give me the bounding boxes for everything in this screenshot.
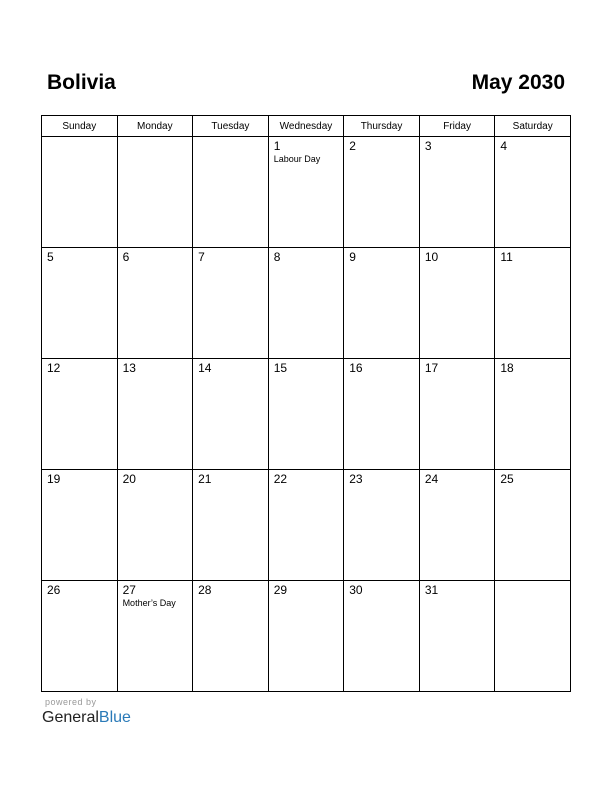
calendar-day-cell — [344, 248, 420, 359]
day-number: 8 — [273, 250, 281, 264]
day-number: 17 — [424, 361, 439, 375]
day-number: 16 — [349, 361, 363, 375]
holiday-label: Labour Day — [273, 154, 321, 164]
weekday-header-saturday: Saturday — [495, 116, 571, 137]
weekday-header-row — [42, 116, 571, 137]
day-number: 24 — [424, 472, 439, 486]
day-number: 18 — [500, 361, 514, 375]
calendar-day-cell — [419, 470, 495, 581]
calendar-day-cell — [268, 581, 344, 692]
calendar-day-cell — [495, 137, 571, 248]
calendar-day-cell — [42, 470, 118, 581]
day-number: 22 — [273, 472, 288, 486]
weekday-header-friday: Friday — [419, 116, 495, 137]
calendar-grid — [41, 115, 571, 692]
calendar-day-cell — [193, 581, 269, 692]
calendar-day-cell — [42, 137, 118, 248]
logo-blue-text: Blue — [98, 709, 131, 726]
generalblue-logo — [42, 709, 131, 727]
day-number: 1 — [273, 139, 281, 153]
day-number: 29 — [273, 583, 288, 597]
day-number: 21 — [198, 472, 212, 486]
day-number: 26 — [47, 583, 61, 597]
calendar-day-cell — [268, 470, 344, 581]
day-number: 12 — [47, 361, 61, 375]
calendar-day-cell — [117, 137, 193, 248]
weekday-header-tuesday: Tuesday — [193, 116, 269, 137]
weekday-header-wednesday: Wednesday — [268, 116, 344, 137]
day-number: 2 — [349, 139, 356, 153]
calendar-day-cell — [344, 359, 420, 470]
calendar-day-cell — [419, 581, 495, 692]
day-number: 31 — [424, 583, 439, 597]
calendar-day-cell — [268, 359, 344, 470]
calendar-day-cell — [344, 137, 420, 248]
calendar-day-cell — [117, 470, 193, 581]
logo-general-text: General — [42, 709, 99, 726]
day-number: 3 — [424, 139, 432, 153]
calendar-week-row — [42, 359, 571, 470]
day-number: 15 — [273, 361, 288, 375]
calendar-day-cell — [268, 137, 344, 248]
calendar-week-row — [42, 470, 571, 581]
calendar-day-cell — [117, 359, 193, 470]
calendar-week-row — [42, 137, 571, 248]
day-number: 7 — [198, 250, 205, 264]
calendar-day-cell — [193, 470, 269, 581]
calendar-day-cell — [419, 137, 495, 248]
calendar-day-cell — [42, 248, 118, 359]
day-number: 13 — [122, 361, 136, 375]
calendar-day-cell — [117, 248, 193, 359]
day-number: 23 — [349, 472, 363, 486]
day-number: 19 — [47, 472, 61, 486]
calendar-month-title: May 2030 — [471, 71, 565, 94]
calendar-body — [42, 137, 571, 692]
calendar-day-cell — [193, 248, 269, 359]
calendar-day-cell — [495, 581, 571, 692]
calendar-country-title: Bolivia — [47, 71, 116, 94]
day-number: 5 — [47, 250, 54, 264]
calendar-day-cell — [419, 248, 495, 359]
calendar-day-cell — [495, 470, 571, 581]
calendar-day-cell — [495, 359, 571, 470]
day-number: 14 — [198, 361, 212, 375]
calendar-week-row — [42, 248, 571, 359]
calendar-day-cell — [42, 581, 118, 692]
calendar-day-cell — [419, 359, 495, 470]
day-number: 4 — [500, 139, 508, 153]
day-number: 25 — [500, 472, 514, 486]
calendar-day-cell — [193, 137, 269, 248]
calendar-day-cell — [268, 248, 344, 359]
day-number: 6 — [122, 250, 130, 264]
day-number: 28 — [198, 583, 212, 597]
calendar-day-cell — [495, 248, 571, 359]
calendar-day-cell — [193, 359, 269, 470]
weekday-header-monday: Monday — [117, 116, 193, 137]
weekday-header-sunday: Sunday — [42, 116, 118, 137]
day-number: 9 — [349, 250, 356, 264]
day-number: 11 — [500, 250, 513, 264]
calendar-day-cell — [344, 581, 420, 692]
weekday-header-thursday: Thursday — [344, 116, 420, 137]
day-number: 30 — [349, 583, 363, 597]
day-number: 10 — [424, 250, 439, 264]
holiday-label: Mother’s Day — [122, 598, 176, 608]
calendar-day-cell — [117, 581, 193, 692]
calendar-day-cell — [42, 359, 118, 470]
calendar-week-row — [42, 581, 571, 692]
day-number: 27 — [122, 583, 136, 597]
day-number: 20 — [122, 472, 136, 486]
calendar-day-cell — [344, 470, 420, 581]
powered-by-label: powered by — [45, 697, 97, 707]
